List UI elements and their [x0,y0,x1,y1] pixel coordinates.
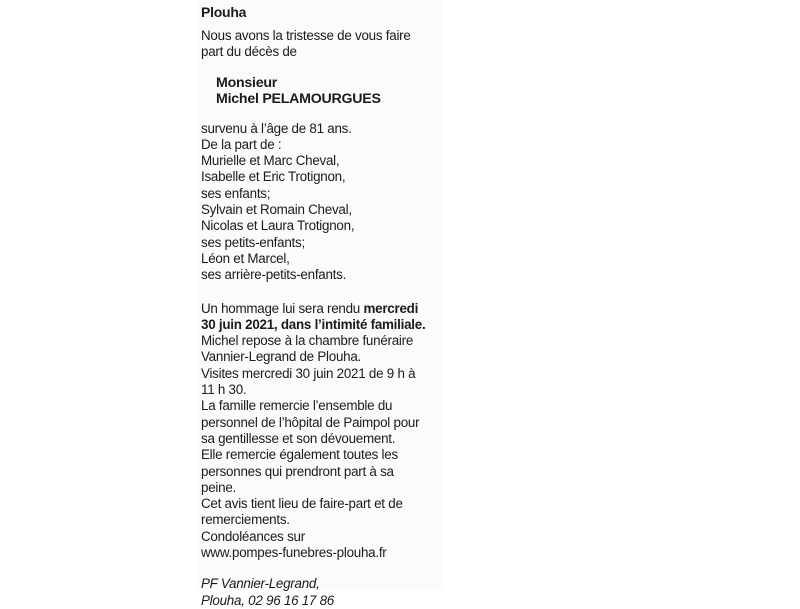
details-line: La famille remercie l’ensemble du [201,398,393,414]
ceremony-line-2 [201,317,445,333]
ceremony-line-1 [201,301,445,317]
details-line: personnes qui prendront part à sa [201,463,394,479]
intro-line-2: part du décès de [201,44,297,60]
obituary-notice [198,0,442,608]
notice-text [201,4,445,609]
website-link[interactable]: www.pompes-funebres-plouha.fr [201,545,387,561]
details-line: remerciements. [201,512,290,528]
details-line: Cet avis tient lieu de faire-part et de [201,496,403,512]
ceremony-day: mercredi [363,300,419,316]
family-line: Isabelle et Eric Trotignon, [201,169,346,185]
details-line: Vannier-Legrand de Plouha. [201,349,362,365]
details-line: Elle remercie également toutes les [201,447,398,463]
family-line: Léon et Marcel, [201,250,290,266]
details-line: personnel de l’hôpital de Paimpol pour [201,414,420,430]
deceased-title: Monsieur [216,74,278,91]
signature-line: Plouha, 02 96 16 17 86 [201,592,334,608]
deceased-name: Michel PELAMOURGUES [216,91,381,108]
deceased-name-block [201,75,445,108]
family-line: Nicolas et Laura Trotignon, [201,218,355,234]
details-line: peine. [201,479,236,495]
ceremony-date: 30 juin 2021, dans l’intimité familiale. [201,316,426,332]
family-line: ses arrière-petits-enfants. [201,267,347,283]
details-line: Condoléances sur [201,528,305,544]
paragraph-gap [201,561,445,576]
family-line: ses petits-enfants; [201,234,305,250]
family-line: Sylvain et Romain Cheval, [201,202,352,218]
signature-line: PF Vannier-Legrand, [201,576,320,592]
family-line: ses enfants; [201,185,271,201]
details-line: 11 h 30. [201,382,247,398]
family-line: De la part de : [201,136,282,152]
ceremony-text: Un hommage lui sera rendu [201,300,364,316]
intro-line-1: Nous avons la tristesse de vous faire [201,28,411,43]
details-line: Visites mercredi 30 juin 2021 de 9 h à [201,365,416,381]
details-line: sa gentillesse et son dévouement. [201,430,396,446]
family-line: survenu à l’âge de 81 ans. [201,120,352,136]
city-heading: Plouha [201,4,247,20]
paragraph-gap [201,284,445,301]
details-line: Michel repose à la chambre funéraire [201,333,414,349]
family-line: Murielle et Marc Cheval, [201,153,340,169]
